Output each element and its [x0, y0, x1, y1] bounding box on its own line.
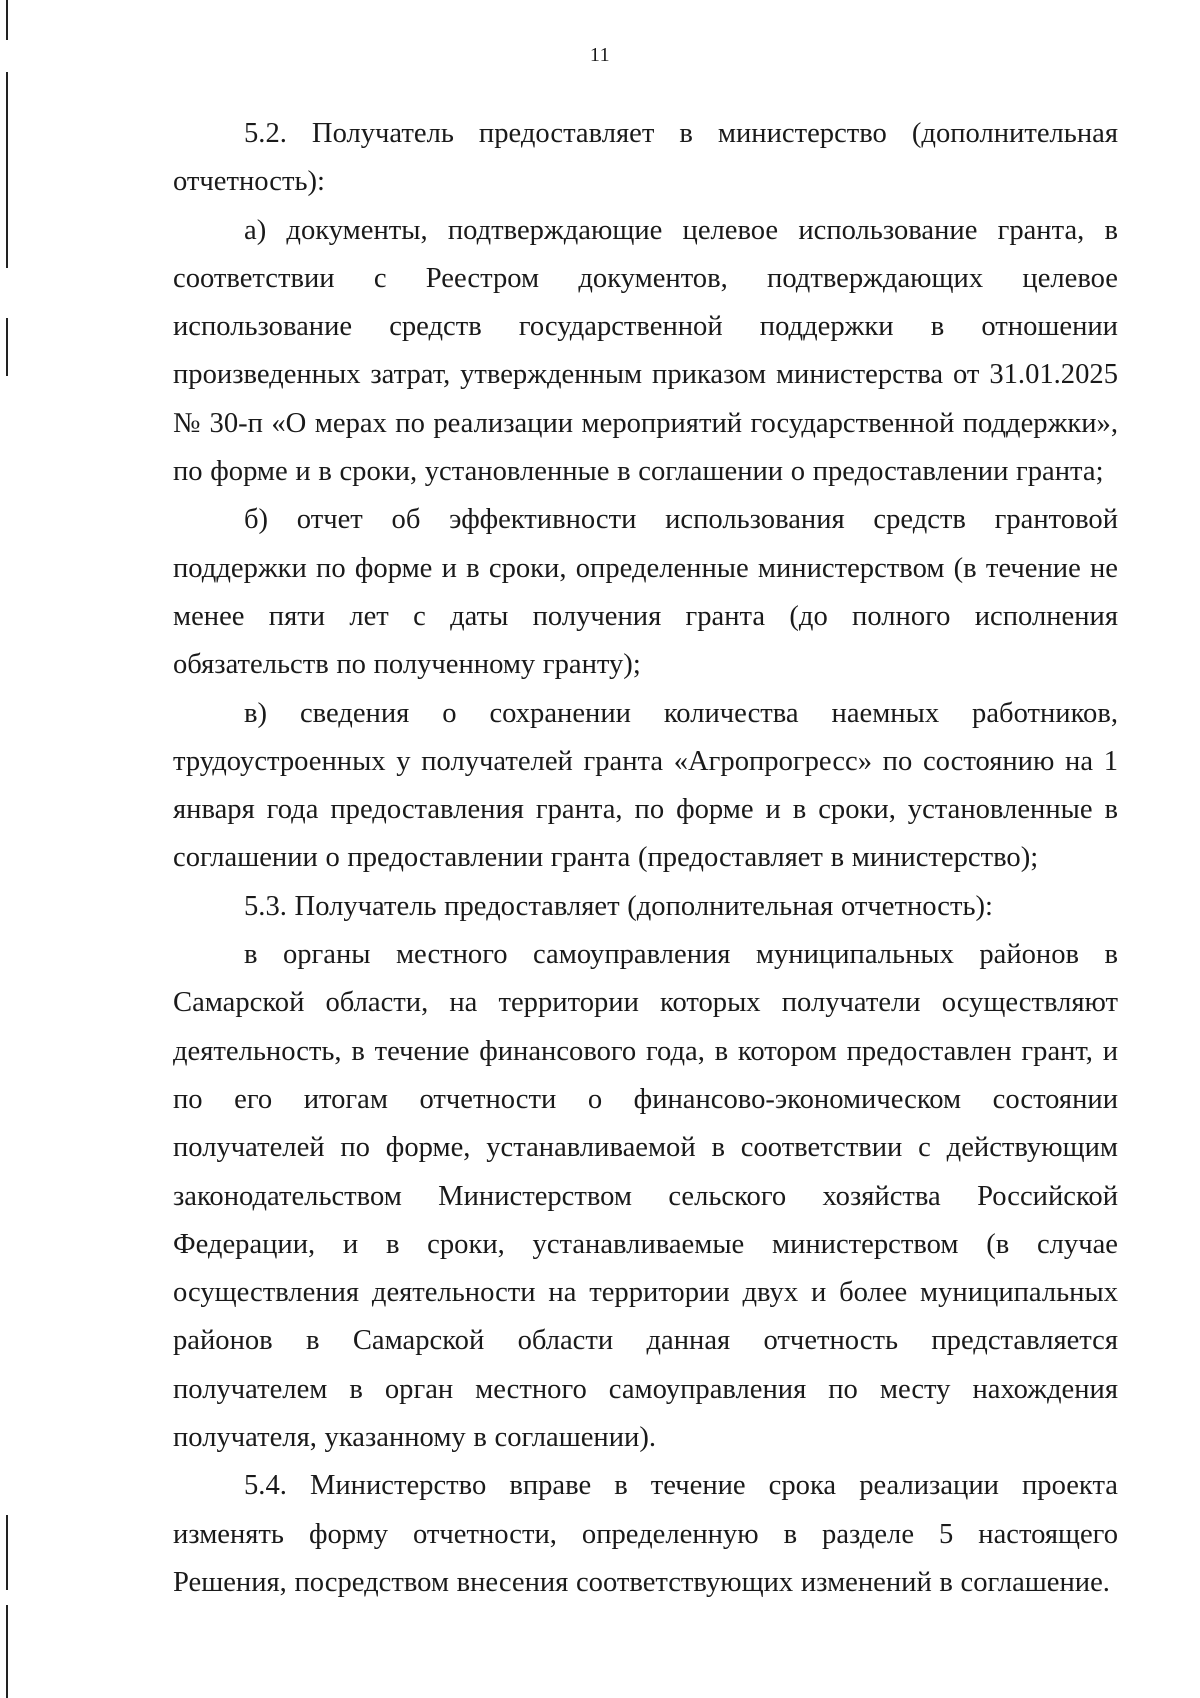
page-number: 11 [589, 44, 611, 66]
scan-edge-line [6, 1605, 8, 1698]
document-body [173, 110, 1118, 1607]
scan-edge-line [6, 72, 8, 268]
paragraph-5-2-v: в) сведения о сохранении количества наемных работников, трудоустроенных у получателей гранта «Агропрогресс» по состоянию на 1 января года предоставления гранта, по форме и в сроки, установленные в соглашении о предоставлении гранта (предоставляет в министерство); [173, 697, 1118, 874]
paragraph-5-2-a: а) документы, подтверждающие целевое использование гранта, в соответствии с Реестром документов, подтверждающих целевое использование средств государственной поддержки в отношении произведенных затрат, утвержденным приказом министерства от 31.01.2025 № 30-п «О мерах по реализации мероприятий государственной поддержки», по форме и в сроки, установленные в соглашении о предоставлении гранта; [173, 214, 1118, 488]
paragraph-5-4: 5.4. Министерство вправе в течение срока реализации проекта изменять форму отчетности, определенную в разделе 5 настоящего Решения, посредством внесения соответствующих изменений в соглашение. [173, 1470, 1118, 1598]
paragraph-5-2-b: б) отчет об эффективности использования средств грантовой поддержки по форме и в сроки, определенные министерством (в течение не менее пяти лет с даты получения гранта (до полного исполнения обязательств по полученному гранту); [173, 504, 1118, 681]
scan-edge-line [6, 1515, 8, 1590]
scan-edge-line [6, 318, 8, 376]
scan-edge-line [6, 0, 8, 40]
paragraph-5-2: 5.2. Получатель предоставляет в министерство (дополнительная отчетность): [173, 118, 1118, 198]
paragraph-5-3: 5.3. Получатель предоставляет (дополнительная отчетность): [244, 890, 993, 922]
paragraph-5-3-body: в органы местного самоуправления муниципальных районов в Самарской области, на территории которых получатели осуществляют деятельность, в течение финансового года, в котором предоставлен грант, и по его итогам отчетности о финансово-экономическом состоянии получателей по форме, устанавливаемой в соответствии с действующим законодательством Министерством сельского хозяйства Российской Федерации, и в сроки, устанавливаемые министерством (в случае осуществления деятельности на территории двух и более муниципальных районов в Самарской области данная отчетность представляется получателем в орган местного самоуправления по месту нахождения получателя, указанному в соглашении). [173, 939, 1118, 1454]
